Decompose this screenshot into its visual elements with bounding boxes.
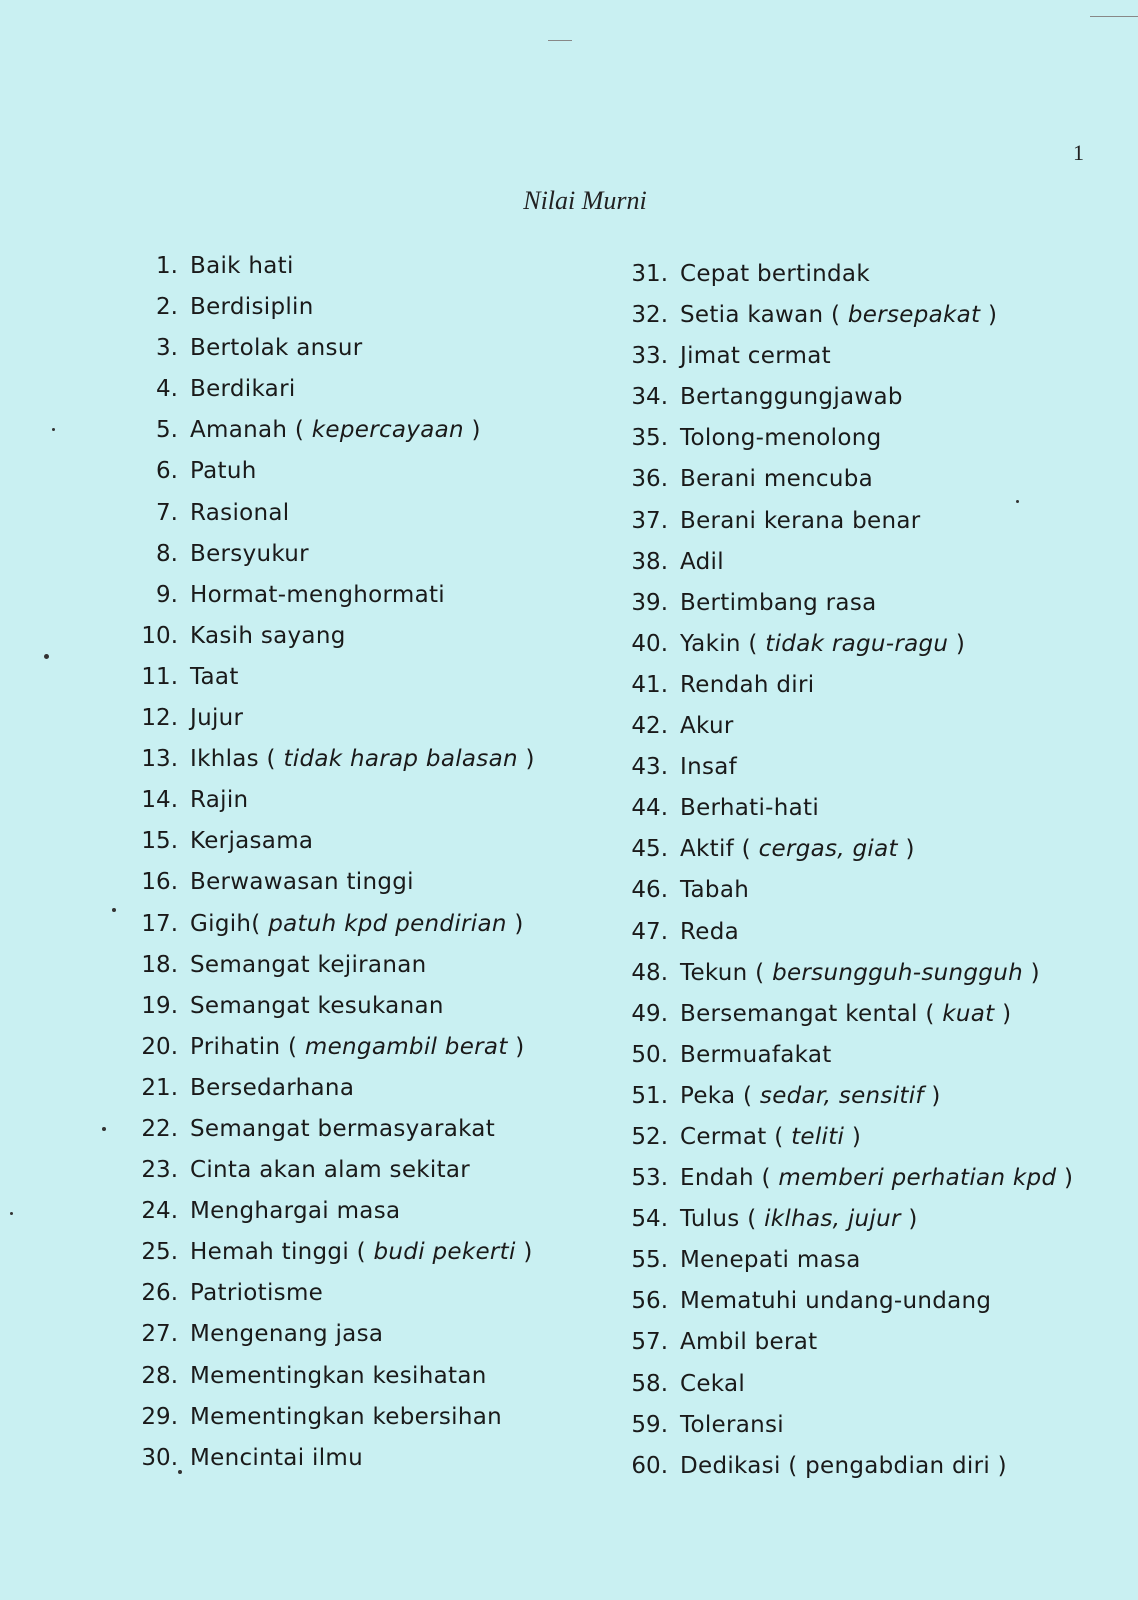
item-text: Cepat bertindak [680, 261, 870, 287]
list-item [618, 624, 1073, 665]
item-number: 20. [141, 1033, 178, 1060]
item-number: 38. [631, 548, 668, 575]
item-label: Cermat ( teliti ) [680, 1123, 862, 1150]
list-item [618, 295, 1073, 336]
list-item [118, 246, 535, 287]
item-text: Kasih sayang [190, 622, 346, 649]
list-item [118, 1191, 535, 1232]
item-number: 37. [631, 507, 668, 534]
list-item [618, 583, 1073, 624]
item-label [190, 1109, 495, 1150]
item-number: 19. [141, 992, 178, 1019]
item-label [190, 1356, 487, 1397]
scan-speck [178, 1470, 182, 1474]
item-text: Semangat bermasyarakat [190, 1115, 496, 1142]
item-label [680, 254, 870, 295]
scan-speck [44, 654, 49, 659]
item-number: 5. [156, 417, 178, 444]
list-item [118, 904, 535, 945]
item-number: 36. [631, 466, 668, 493]
item-text: Rasional [190, 499, 290, 526]
item-label [680, 377, 903, 418]
list-item [118, 410, 535, 451]
item-label [680, 747, 737, 788]
item-number: 60. [631, 1452, 668, 1479]
item-number: 47. [631, 918, 668, 945]
list-item [618, 459, 1073, 500]
item-label [680, 912, 739, 953]
item-number: 40. [631, 630, 668, 657]
item-label [190, 1150, 470, 1191]
item-label [680, 1446, 1007, 1487]
item-text: Adil [680, 548, 724, 575]
item-label [190, 821, 313, 862]
list-item [118, 780, 535, 821]
item-number: 15. [141, 828, 178, 855]
item-text: Semangat kesukanan [190, 992, 444, 1019]
item-label [190, 1191, 400, 1232]
list-item [618, 665, 1073, 706]
item-text: Bersyukur [190, 540, 309, 567]
item-note: memberi perhatian kpd [778, 1165, 1057, 1192]
item-note: bersungguh-sungguh [772, 959, 1023, 986]
item-number: 58. [631, 1370, 668, 1397]
item-text: Endah ( [680, 1165, 771, 1192]
list-item [118, 1273, 535, 1314]
list-item [618, 377, 1073, 418]
item-text: Patriotisme [190, 1280, 324, 1307]
item-label [190, 1068, 354, 1109]
item-label [190, 287, 314, 328]
item-number: 9. [156, 581, 178, 608]
item-label [190, 616, 346, 657]
values-list-right [618, 254, 1073, 1487]
item-label [680, 706, 734, 747]
item-note: cergas, giat [758, 836, 898, 863]
item-text: Menghargai masa [190, 1198, 401, 1225]
item-text: Setia kawan ( [680, 302, 841, 329]
item-text: Jujur [190, 705, 244, 732]
item-text: Prihatin ( [190, 1033, 298, 1060]
item-text: Cermat ( [680, 1123, 784, 1150]
scan-speck [10, 1212, 13, 1215]
item-text: Berhati-hati [680, 795, 820, 822]
item-number: 26. [141, 1280, 178, 1307]
item-label [680, 583, 877, 624]
item-number: 28. [141, 1362, 178, 1389]
item-text: Berani kerana benar [680, 507, 921, 534]
item-label: Endah ( memberi perhatian kpd ) [680, 1165, 1074, 1192]
item-number: 29. [141, 1403, 178, 1430]
item-text: Menepati masa [680, 1247, 861, 1274]
item-number: 35. [631, 425, 668, 452]
item-note: kuat [942, 1000, 995, 1027]
item-text: Rendah diri [680, 671, 815, 698]
item-label: Bersemangat kental ( kuat ) [680, 1000, 1012, 1027]
item-number: 42. [631, 713, 668, 740]
item-label: Setia kawan ( bersepakat ) [680, 302, 998, 329]
list-item [618, 829, 1073, 870]
item-text: Semangat kejiranan [190, 951, 427, 978]
list-item [118, 698, 535, 739]
scan-mark-top [548, 40, 572, 41]
values-list-left [118, 246, 535, 1479]
item-text: Mematuhi undang-undang [680, 1288, 992, 1315]
item-number: 31. [631, 261, 668, 287]
item-text: Berwawasan tinggi [190, 869, 414, 896]
item-label [680, 1405, 784, 1446]
item-label: Ikhlas ( tidak harap balasan ) [190, 746, 535, 773]
list-item [618, 1076, 1073, 1117]
list-item [118, 287, 535, 328]
item-label [190, 246, 294, 287]
item-label [680, 336, 831, 377]
item-label [680, 501, 921, 542]
list-item [618, 706, 1073, 747]
item-number: 18. [141, 951, 178, 978]
list-item [118, 616, 535, 657]
item-text: Cekal [680, 1370, 746, 1397]
item-label [190, 534, 309, 575]
item-label [190, 575, 445, 616]
item-note: bersepakat [847, 302, 981, 329]
list-item [118, 945, 535, 986]
item-label [680, 1364, 745, 1405]
item-label [190, 451, 257, 492]
item-label [680, 788, 819, 829]
item-note: sedar, sensitif [759, 1082, 924, 1109]
list-item [618, 788, 1073, 829]
item-number: 16. [141, 869, 178, 896]
item-label: Gigih( patuh kpd pendirian ) [190, 910, 524, 937]
item-label [190, 1273, 323, 1314]
item-number: 41. [631, 671, 668, 698]
item-number: 50. [631, 1041, 668, 1068]
item-number: 49. [631, 1000, 668, 1027]
item-text: Reda [680, 918, 739, 945]
item-text: Bertanggungjawab [680, 384, 903, 411]
list-item [118, 986, 535, 1027]
list-item [118, 739, 535, 780]
list-item [618, 254, 1073, 295]
item-number: 6. [156, 458, 178, 485]
list-item [118, 493, 535, 534]
list-item [618, 1364, 1073, 1405]
item-number: 32. [631, 302, 668, 329]
item-label [680, 418, 882, 459]
item-number: 44. [631, 795, 668, 822]
page-title: Nilai Murni [523, 186, 647, 215]
item-text: Berani mencuba [680, 466, 874, 493]
item-number: 43. [631, 754, 668, 781]
list-item [118, 575, 535, 616]
list-item [618, 1158, 1073, 1199]
item-label [190, 493, 289, 534]
item-text: Tekun ( [680, 959, 765, 986]
item-text: Taat [190, 663, 239, 690]
list-item [618, 1035, 1073, 1076]
item-number: 1. [156, 253, 178, 279]
item-label: Aktif ( cergas, giat ) [680, 836, 915, 863]
item-text: Patuh [190, 458, 257, 485]
item-text: Hemah tinggi ( [190, 1239, 366, 1266]
scan-speck [112, 908, 116, 912]
item-text: Bertimbang rasa [680, 589, 877, 616]
list-item [118, 328, 535, 369]
item-number: 51. [631, 1082, 668, 1109]
item-label [190, 862, 414, 903]
item-label [190, 1397, 502, 1438]
item-label: Tulus ( iklhas, jujur ) [680, 1206, 918, 1233]
list-item [618, 994, 1073, 1035]
list-item [118, 369, 535, 410]
item-note: patuh kpd pendirian [268, 910, 507, 937]
list-item [618, 542, 1073, 583]
item-number: 4. [156, 376, 178, 403]
item-number: 24. [141, 1198, 178, 1225]
item-text: Aktif ( [680, 836, 751, 863]
item-label: Amanah ( kepercayaan ) [190, 417, 481, 444]
item-text: Baik hati [190, 253, 294, 279]
item-text: Akur [680, 713, 734, 740]
item-label [680, 665, 814, 706]
item-text: Insaf [680, 754, 738, 781]
item-number: 22. [141, 1115, 178, 1142]
item-number: 21. [141, 1074, 178, 1101]
item-note: kepercayaan [311, 417, 464, 444]
item-label [680, 1035, 832, 1076]
list-item [118, 1232, 535, 1273]
item-text: Bertolak ansur [190, 335, 363, 362]
item-number: 7. [156, 499, 178, 526]
scan-speck [52, 428, 55, 431]
item-note: iklhas, jujur [764, 1206, 901, 1233]
scan-mark-corner [1090, 16, 1138, 17]
item-number: 2. [156, 294, 178, 321]
item-label [190, 780, 248, 821]
list-item [618, 1199, 1073, 1240]
list-item [618, 870, 1073, 911]
list-item [618, 1240, 1073, 1281]
list-item [618, 1322, 1073, 1363]
item-number: 10. [141, 622, 178, 649]
item-text: Mengenang jasa [190, 1321, 384, 1348]
item-text: Bermuafakat [680, 1041, 832, 1068]
list-item [118, 1314, 535, 1355]
item-label [680, 1281, 991, 1322]
item-text: Tabah [680, 877, 750, 904]
item-note: mengambil berat [304, 1033, 508, 1060]
item-number: 55. [631, 1247, 668, 1274]
item-text: Tolong-menolong [680, 425, 882, 452]
item-number: 30. [141, 1444, 178, 1471]
item-number: 56. [631, 1288, 668, 1315]
item-text: Ambil berat [680, 1329, 818, 1356]
item-number: 52. [631, 1123, 668, 1150]
item-number: 57. [631, 1329, 668, 1356]
list-item [618, 912, 1073, 953]
item-note: tidak harap balasan [283, 746, 518, 773]
item-label [190, 657, 239, 698]
item-number: 12. [141, 705, 178, 732]
item-text: Mementingkan kebersihan [190, 1403, 502, 1430]
item-text: Hormat-menghormati [190, 581, 445, 608]
item-number: 8. [156, 540, 178, 567]
item-note: tidak ragu-ragu [765, 630, 949, 657]
item-text: Bersemangat kental ( [680, 1000, 935, 1027]
item-number: 39. [631, 589, 668, 616]
item-note: budi pekerti [373, 1239, 516, 1266]
list-item [618, 1117, 1073, 1158]
item-number: 25. [141, 1239, 178, 1266]
list-item [618, 336, 1073, 377]
item-text: Mementingkan kesihatan [190, 1362, 487, 1389]
item-text: Peka ( [680, 1082, 753, 1109]
item-text: Kerjasama [190, 828, 314, 855]
item-text: Jimat cermat [680, 343, 831, 370]
list-item [118, 1109, 535, 1150]
list-item [118, 1150, 535, 1191]
item-label [190, 369, 296, 410]
item-label [190, 1438, 363, 1479]
item-text: Toleransi [680, 1411, 784, 1438]
item-number: 45. [631, 836, 668, 863]
list-item [618, 747, 1073, 788]
item-text: Cinta akan alam sekitar [190, 1157, 471, 1184]
item-label [190, 698, 243, 739]
item-number: 48. [631, 959, 668, 986]
item-label [190, 328, 362, 369]
item-number: 53. [631, 1165, 668, 1192]
item-text: Ikhlas ( [190, 746, 276, 773]
item-number: 17. [141, 910, 178, 937]
list-item [618, 501, 1073, 542]
item-text: Berdisiplin [190, 294, 314, 321]
item-label [190, 986, 444, 1027]
item-text: Mencintai ilmu [190, 1444, 363, 1471]
list-item [118, 821, 535, 862]
item-number: 23. [141, 1157, 178, 1184]
item-label [680, 1322, 817, 1363]
list-item [118, 534, 535, 575]
item-note: teliti [791, 1123, 845, 1150]
list-item [618, 418, 1073, 459]
item-number: 13. [141, 746, 178, 773]
list-item [618, 1405, 1073, 1446]
item-text: Yakin ( [680, 630, 758, 657]
list-item [618, 1446, 1073, 1487]
item-text: Dedikasi ( pengabdian diri ) [680, 1452, 1007, 1479]
item-label [680, 459, 873, 500]
list-item [118, 1397, 535, 1438]
scan-speck [1016, 500, 1019, 503]
item-label: Peka ( sedar, sensitif ) [680, 1082, 941, 1109]
item-text: Amanah ( [190, 417, 305, 444]
item-label: Yakin ( tidak ragu-ragu ) [680, 630, 966, 657]
item-number: 27. [141, 1321, 178, 1348]
item-label [190, 945, 426, 986]
item-number: 34. [631, 384, 668, 411]
item-label: Tekun ( bersungguh-sungguh ) [680, 959, 1040, 986]
item-number: 11. [141, 663, 178, 690]
item-number: 54. [631, 1206, 668, 1233]
item-number: 59. [631, 1411, 668, 1438]
page-number: 1 [1073, 140, 1084, 165]
list-item [118, 862, 535, 903]
item-number: 46. [631, 877, 668, 904]
item-label [190, 1314, 383, 1355]
item-label [680, 870, 749, 911]
list-item [618, 953, 1073, 994]
item-text: Rajin [190, 787, 249, 814]
list-item [118, 1027, 535, 1068]
list-item [118, 657, 535, 698]
scan-speck [102, 1127, 106, 1131]
item-text: Gigih( [190, 910, 261, 937]
item-text: Tulus ( [680, 1206, 757, 1233]
item-label [680, 1240, 861, 1281]
list-item [118, 1068, 535, 1109]
item-number: 14. [141, 787, 178, 814]
item-number: 3. [156, 335, 178, 362]
list-item [118, 1356, 535, 1397]
item-text: Berdikari [190, 376, 296, 403]
item-number: 33. [631, 343, 668, 370]
item-label: Hemah tinggi ( budi pekerti ) [190, 1239, 533, 1266]
item-text: Bersedarhana [190, 1074, 355, 1101]
list-item [118, 451, 535, 492]
item-label [680, 542, 724, 583]
item-label: Prihatin ( mengambil berat ) [190, 1033, 525, 1060]
list-item [618, 1281, 1073, 1322]
